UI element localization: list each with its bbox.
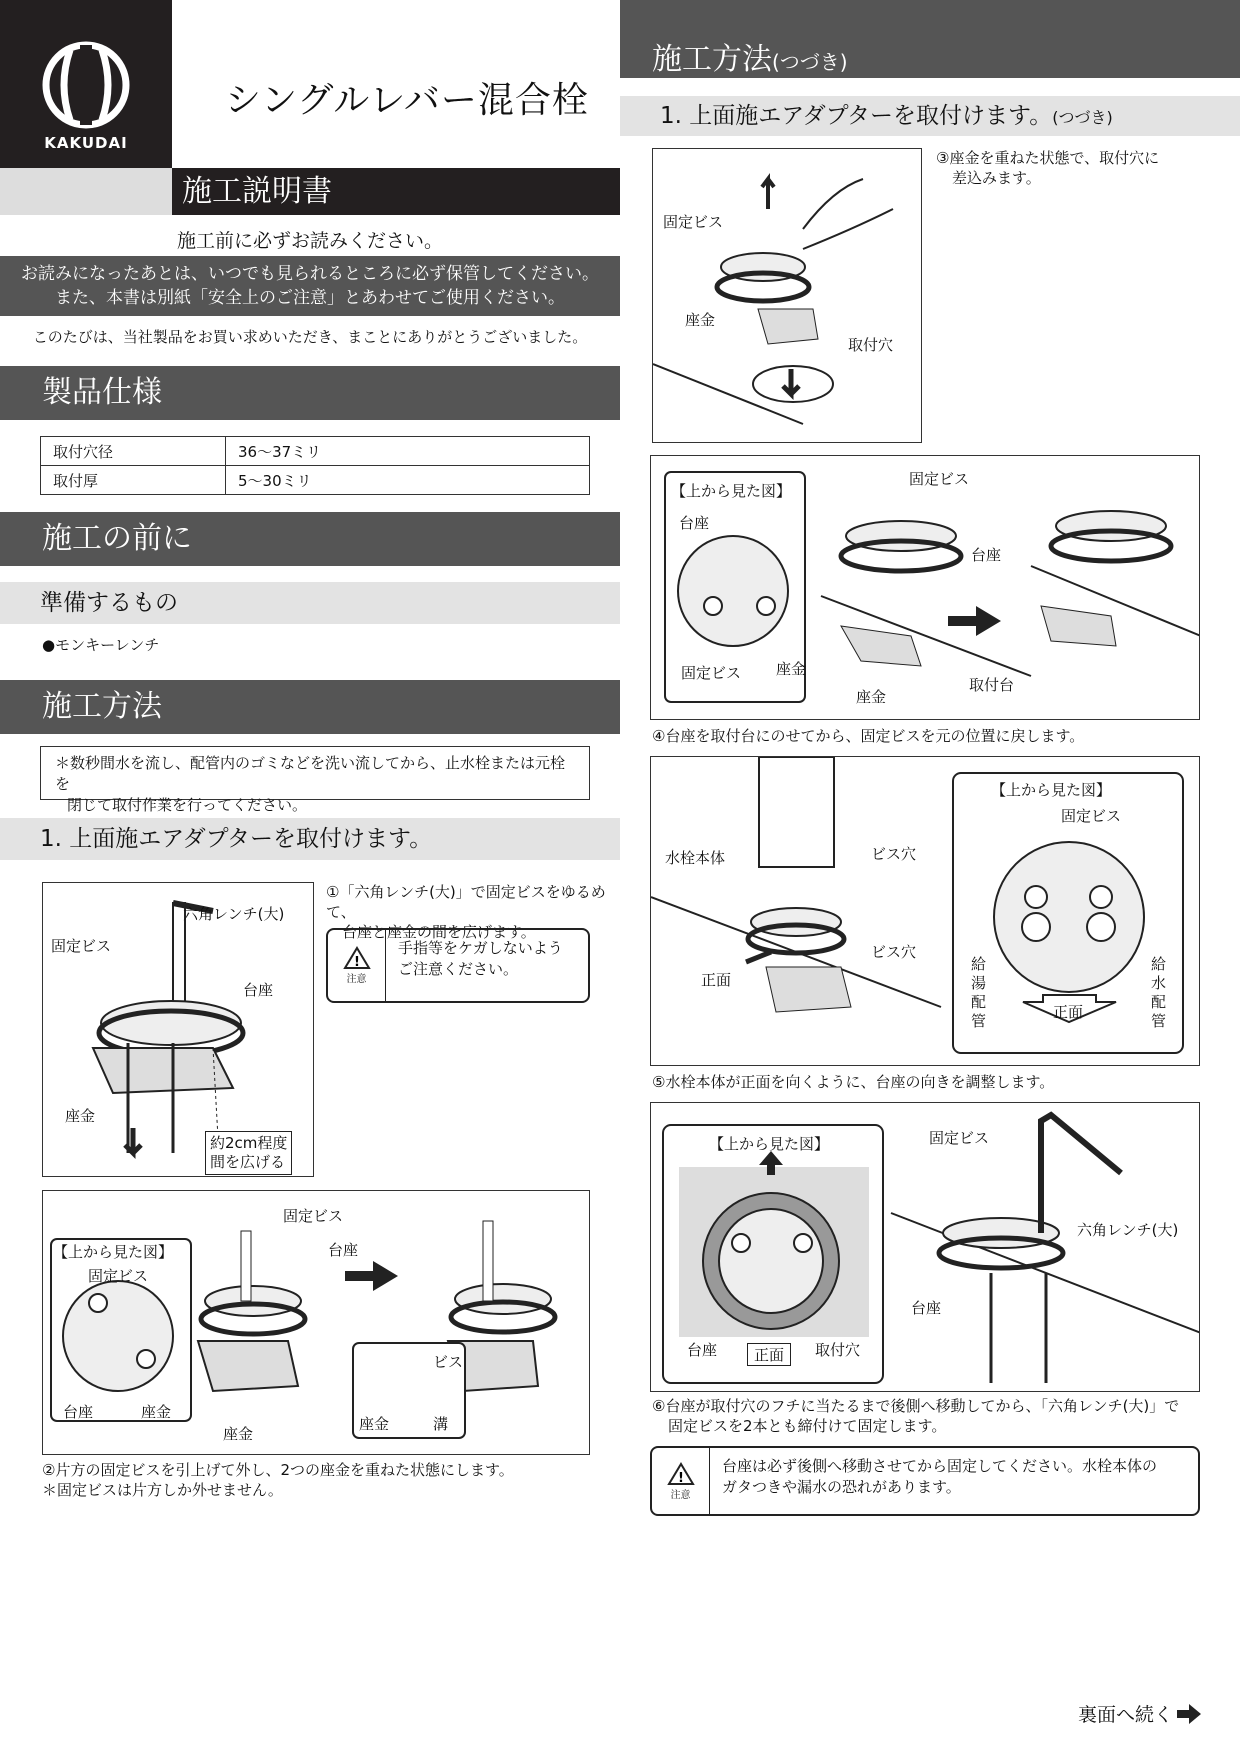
fig1-label: 六角レンチ(大) <box>183 905 285 923</box>
fig2-label: 台座 <box>328 1241 359 1259</box>
caution-line: 手指等をケガしないよう <box>398 939 563 957</box>
fig5-label: ビス穴 <box>871 845 917 863</box>
keep-notice-line: また、本書は別紙「安全上のご注意」とあわせてご使用ください。 <box>55 288 565 308</box>
fig1-label: 約2cm程度 <box>210 1134 288 1152</box>
fig3-label: 取付穴 <box>848 336 894 354</box>
prep-item: ●モンキーレンチ <box>42 636 160 654</box>
spec-label: 取付穴径 <box>41 437 226 466</box>
spec-table <box>40 436 590 495</box>
prep-heading: 準備するもの <box>0 582 620 624</box>
fig5-label: 給水配管 <box>1151 955 1167 1030</box>
fig6-label: 台座 <box>687 1341 718 1359</box>
table-row <box>41 466 590 495</box>
fig5-label: 【上から見た図】 <box>991 781 1112 799</box>
method-heading: 施工方法 <box>0 680 620 734</box>
fig4-label: 取付台 <box>969 676 1015 694</box>
fig4-label: 台座 <box>679 514 710 532</box>
spec-label: 取付厚 <box>41 466 226 495</box>
caution-icon-cell <box>652 1448 710 1514</box>
heading-text: 1. 上面施エアダプターを取付けます。 <box>660 103 1053 129</box>
caution-icon-label: 注意 <box>346 974 367 985</box>
step1-continued-heading <box>620 96 1240 136</box>
caution-icon-label: 注意 <box>670 1489 691 1501</box>
fig1-label: 座金 <box>65 1107 96 1125</box>
method-note <box>40 746 590 814</box>
table-row <box>41 437 590 466</box>
figure-loosen-screw <box>42 882 314 1177</box>
caution-line: 台座は必ず後側へ移動させてから固定してください。水栓本体の <box>722 1457 1158 1475</box>
spec-heading: 製品仕様 <box>0 366 620 420</box>
manual-title: 施工説明書 <box>172 168 620 215</box>
fig5-label: ビス穴 <box>871 943 917 961</box>
caution-box <box>326 928 590 1003</box>
method-note-line: 閉じて取付作業を行ってください。 <box>67 796 308 814</box>
caution-text <box>710 1448 1169 1514</box>
fig1-label: 台座 <box>243 981 274 999</box>
figure-tighten-screws <box>650 1102 1200 1392</box>
figure-remove-screw <box>42 1190 590 1455</box>
fig4-label: 【上から見た図】 <box>671 482 792 500</box>
fig6-label: 正面 <box>747 1343 791 1366</box>
caution-line: ご注意ください。 <box>398 960 519 978</box>
fig4-label: 座金 <box>856 688 887 706</box>
fig5-label: 水栓本体 <box>665 849 726 867</box>
caption-line: ②片方の固定ビスを引上げて外し、2つの座金を重ねた状態にします。 <box>42 1461 514 1479</box>
warning-icon <box>343 946 371 970</box>
fig2-label: 固定ビス <box>283 1207 344 1225</box>
fig4-label: 固定ビス <box>681 664 742 682</box>
caption-line: ③座金を重ねた状態で、取付穴に <box>936 149 1160 167</box>
heading-text: 施工方法 <box>652 42 772 77</box>
fig3-label: 座金 <box>685 311 716 329</box>
fig4-label: 台座 <box>971 546 1002 564</box>
thanks-message: このたびは、当社製品をお買い求めいただき、まことにありがとうございました。 <box>32 328 588 346</box>
fig5-label: 固定ビス <box>1061 807 1122 825</box>
step6-caption <box>652 1396 1212 1436</box>
continued-text: 裏面へ続く <box>1078 1704 1174 1726</box>
spec-value: 36〜37ミリ <box>226 437 590 466</box>
method-continued-heading <box>620 0 1240 78</box>
figure-set-base <box>650 455 1200 720</box>
caption-line: 台座と座金の間を広げます。 <box>342 923 536 941</box>
step5-caption: ⑤水栓本体が正面を向くように、台座の向きを調整します。 <box>652 1073 1055 1091</box>
fig4-label: 固定ビス <box>909 470 970 488</box>
keep-notice <box>0 256 620 316</box>
arrow-right-icon <box>1177 1704 1201 1724</box>
fig5-label: 給湯配管 <box>971 955 987 1030</box>
spec-value: 5〜30ミリ <box>226 466 590 495</box>
washer-stack-illustration <box>43 1191 590 1455</box>
step4-caption: ④台座を取付台にのせてから、固定ビスを元の位置に戻します。 <box>652 727 1085 745</box>
fig2-label: 座金 <box>359 1415 390 1433</box>
fig1-label: 間を広げる <box>210 1153 286 1171</box>
heading-suffix: (つづき) <box>772 50 848 74</box>
before-heading: 施工の前に <box>0 512 620 566</box>
keep-notice-line: お読みになったあとは、いつでも見られるところに必ず保管してください。 <box>21 264 599 284</box>
caution-text <box>386 930 575 1001</box>
fig6-label: 固定ビス <box>929 1129 990 1147</box>
fig5-label: 正面 <box>1053 1003 1084 1021</box>
fig2-label: ビス <box>433 1353 464 1371</box>
insert-washer-illustration <box>653 149 922 443</box>
fig2-label: 溝 <box>433 1415 449 1433</box>
caution-icon-cell <box>328 930 386 1001</box>
fig2-label: 【上から見た図】 <box>53 1243 174 1261</box>
caption-line: ⑥台座が取付穴のフチに当たるまで後側へ移動してから、「六角レンチ(大)」で <box>652 1397 1180 1415</box>
warning-icon <box>667 1462 695 1486</box>
caution-box <box>650 1446 1200 1516</box>
caption-line: ①「六角レンチ(大)」で固定ビスをゆるめて、 <box>326 883 606 921</box>
product-title: シングルレバー混合栓 <box>225 80 589 121</box>
read-before-notice: 施工前に必ずお読みください。 <box>176 230 443 252</box>
svg-text:!: ! <box>353 955 360 970</box>
fig5-label: 正面 <box>701 971 732 989</box>
manual-title-bar <box>0 168 620 215</box>
svg-text:!: ! <box>677 1470 684 1486</box>
caption-line: ＊固定ビスは片方しか外せません。 <box>42 1481 283 1499</box>
fig6-label: 取付穴 <box>815 1341 861 1359</box>
fig2-label: 台座 <box>63 1403 94 1421</box>
caution-line: ガタつきや漏水の恐れがあります。 <box>722 1478 961 1496</box>
caption-line: 固定ビスを2本とも締付けて固定します。 <box>668 1417 947 1435</box>
figure-adjust-orientation <box>650 756 1200 1066</box>
method-note-line: ＊数秒間水を流し、配管内のゴミなどを洗い流してから、止水栓または元栓を <box>55 754 566 793</box>
figure-insert-hole <box>652 148 922 443</box>
fig3-label: 固定ビス <box>663 213 724 231</box>
brand-name: KAKUDAI <box>44 134 128 152</box>
heading-suffix: (つづき) <box>1052 108 1113 127</box>
fig2-label: 固定ビス <box>88 1267 149 1285</box>
orientation-illustration <box>651 757 1200 1066</box>
gap-callout <box>205 1131 292 1175</box>
fig6-label: 六角レンチ(大) <box>1077 1221 1179 1239</box>
caption-line: 差込みます。 <box>952 169 1041 187</box>
fig2-label: 座金 <box>223 1425 254 1443</box>
step1-heading: 1. 上面施エアダプターを取付けます。 <box>0 818 620 860</box>
fig2-label: 座金 <box>141 1403 172 1421</box>
fig6-label: 【上から見た図】 <box>709 1135 830 1153</box>
kakudai-logo-icon <box>0 0 172 130</box>
step3-caption <box>936 148 1226 188</box>
fig1-label: 固定ビス <box>51 937 112 955</box>
fig4-label: 座金 <box>776 660 807 678</box>
continued-notice <box>1078 1700 1201 1727</box>
step2-caption <box>42 1460 602 1500</box>
fig6-label: 台座 <box>911 1299 942 1317</box>
